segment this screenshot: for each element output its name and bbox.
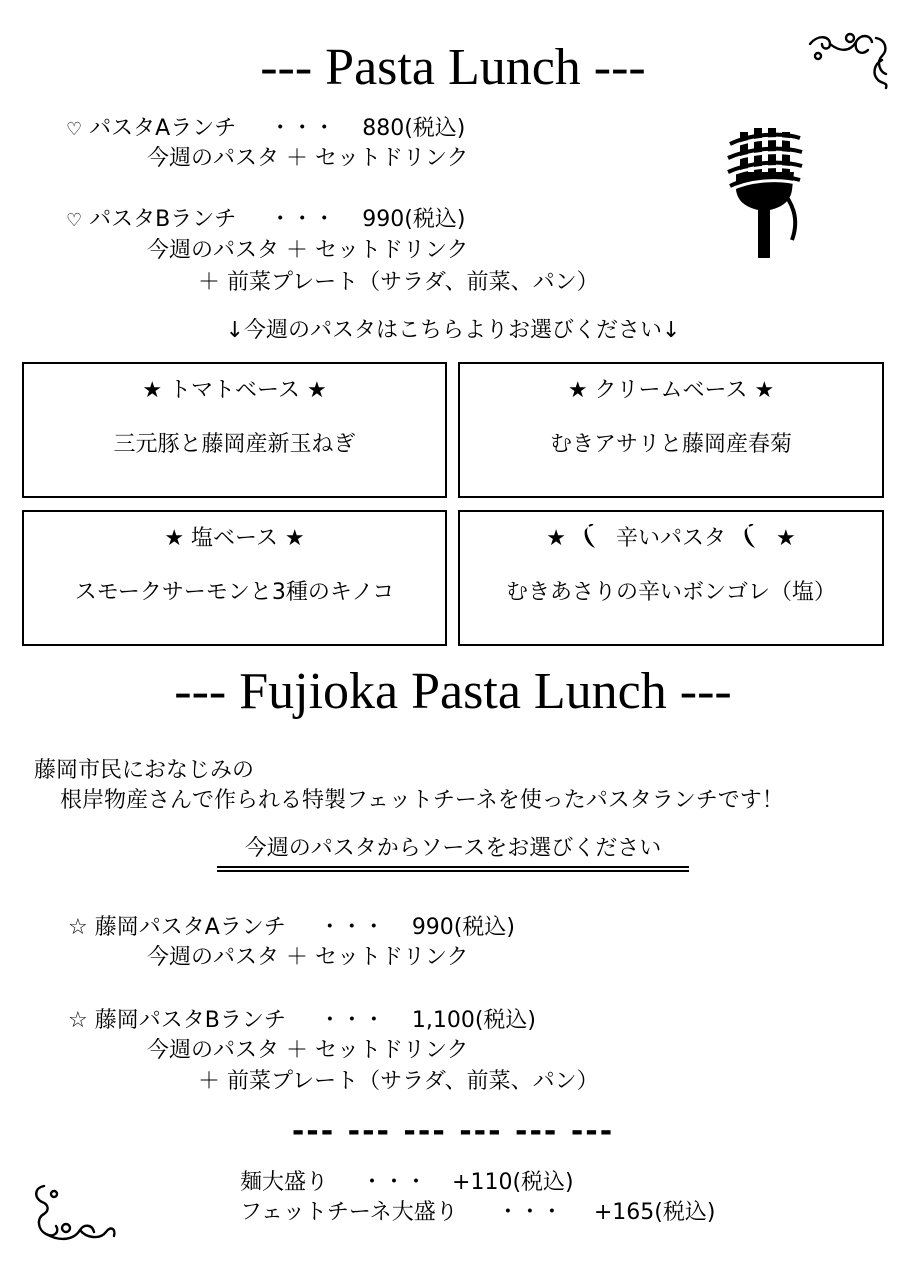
menu-item bbox=[68, 1006, 536, 1036]
fork-pasta-icon bbox=[720, 128, 806, 260]
box-dish: スモークサーモンと3種のキノコ bbox=[74, 580, 395, 605]
menu-item bbox=[66, 114, 465, 145]
item-name: パスタBランチ bbox=[89, 207, 237, 232]
dash-divider: --- --- --- --- --- --- bbox=[291, 1114, 615, 1149]
box-dish: 三元豚と藤岡産新玉ねぎ bbox=[113, 432, 356, 457]
pasta-box-tomato bbox=[22, 362, 447, 498]
item-detail: ＋ 前菜プレート（サラダ、前菜、パン） bbox=[198, 270, 599, 295]
choose-note: ↓今週のパスタはこちらよりお選びください↓ bbox=[225, 318, 681, 343]
box-heading: ★ トマトベース ★ bbox=[142, 378, 327, 403]
heart-icon: ♡ bbox=[66, 210, 83, 231]
star-left: ★ bbox=[546, 526, 566, 551]
extra-name: 麺大盛り bbox=[240, 1170, 329, 1195]
chili-pepper-icon bbox=[741, 524, 761, 550]
menu-item bbox=[66, 205, 465, 236]
chili-pepper-icon bbox=[581, 524, 601, 550]
extra-price: +110(税込) bbox=[452, 1170, 574, 1195]
star-outline-icon: ☆ bbox=[68, 915, 88, 940]
pasta-box-salt bbox=[22, 510, 447, 646]
extra-dots: ・・・ bbox=[496, 1200, 563, 1225]
item-price: 1,100(税込) bbox=[411, 1008, 536, 1033]
extra-price: +165(税込) bbox=[593, 1200, 716, 1225]
intro-line: 藤岡市民におなじみの bbox=[34, 758, 255, 783]
item-detail: 今週のパスタ ＋ セットドリンク bbox=[147, 1038, 469, 1063]
item-dots: ・・・ bbox=[269, 207, 336, 232]
box-dish: むきアサリと藤岡産春菊 bbox=[549, 432, 792, 457]
box-dish: むきあさりの辛いボンゴレ（塩） bbox=[505, 580, 836, 605]
item-price: 990(税込) bbox=[411, 915, 515, 940]
item-dots: ・・・ bbox=[318, 915, 385, 940]
extra-item bbox=[240, 1168, 574, 1198]
item-price: 880(税込) bbox=[362, 116, 466, 141]
star-right: ★ bbox=[776, 526, 796, 551]
ornament-flourish-icon bbox=[30, 1180, 118, 1246]
extra-name: フェットチーネ大盛り bbox=[240, 1200, 458, 1225]
item-detail: 今週のパスタ ＋ セットドリンク bbox=[147, 945, 469, 970]
item-name: 藤岡パスタBランチ bbox=[94, 1008, 286, 1033]
heart-icon: ♡ bbox=[66, 119, 83, 140]
item-dots: ・・・ bbox=[318, 1008, 385, 1033]
menu-item bbox=[68, 913, 515, 943]
pasta-box-cream bbox=[458, 362, 884, 498]
item-dots: ・・・ bbox=[269, 116, 336, 141]
double-underline bbox=[217, 866, 689, 872]
box-heading: ★ 塩ベース ★ bbox=[164, 526, 305, 551]
extra-item bbox=[240, 1198, 715, 1228]
section1-title: --- Pasta Lunch --- bbox=[260, 39, 646, 96]
box-heading: ★ クリームベース ★ bbox=[567, 378, 775, 403]
section2-title: --- Fujioka Pasta Lunch --- bbox=[174, 663, 732, 720]
star-outline-icon: ☆ bbox=[68, 1008, 88, 1033]
box-heading-text: 辛いパスタ bbox=[615, 526, 726, 551]
item-detail: 今週のパスタ ＋ セットドリンク bbox=[147, 238, 469, 263]
pasta-box-spicy bbox=[458, 510, 884, 646]
choose-note: 今週のパスタからソースをお選びください bbox=[244, 836, 662, 861]
item-name: 藤岡パスタAランチ bbox=[94, 915, 286, 940]
intro-line: 根岸物産さんで作られる特製フェットチーネを使ったパスタランチです！ bbox=[60, 788, 784, 813]
extra-dots: ・・・ bbox=[361, 1170, 428, 1195]
item-detail: ＋ 前菜プレート（サラダ、前菜、パン） bbox=[198, 1069, 599, 1094]
item-name: パスタAランチ bbox=[89, 116, 237, 141]
box-heading bbox=[460, 524, 882, 554]
item-detail: 今週のパスタ ＋ セットドリンク bbox=[147, 146, 469, 171]
item-price: 990(税込) bbox=[362, 207, 466, 232]
